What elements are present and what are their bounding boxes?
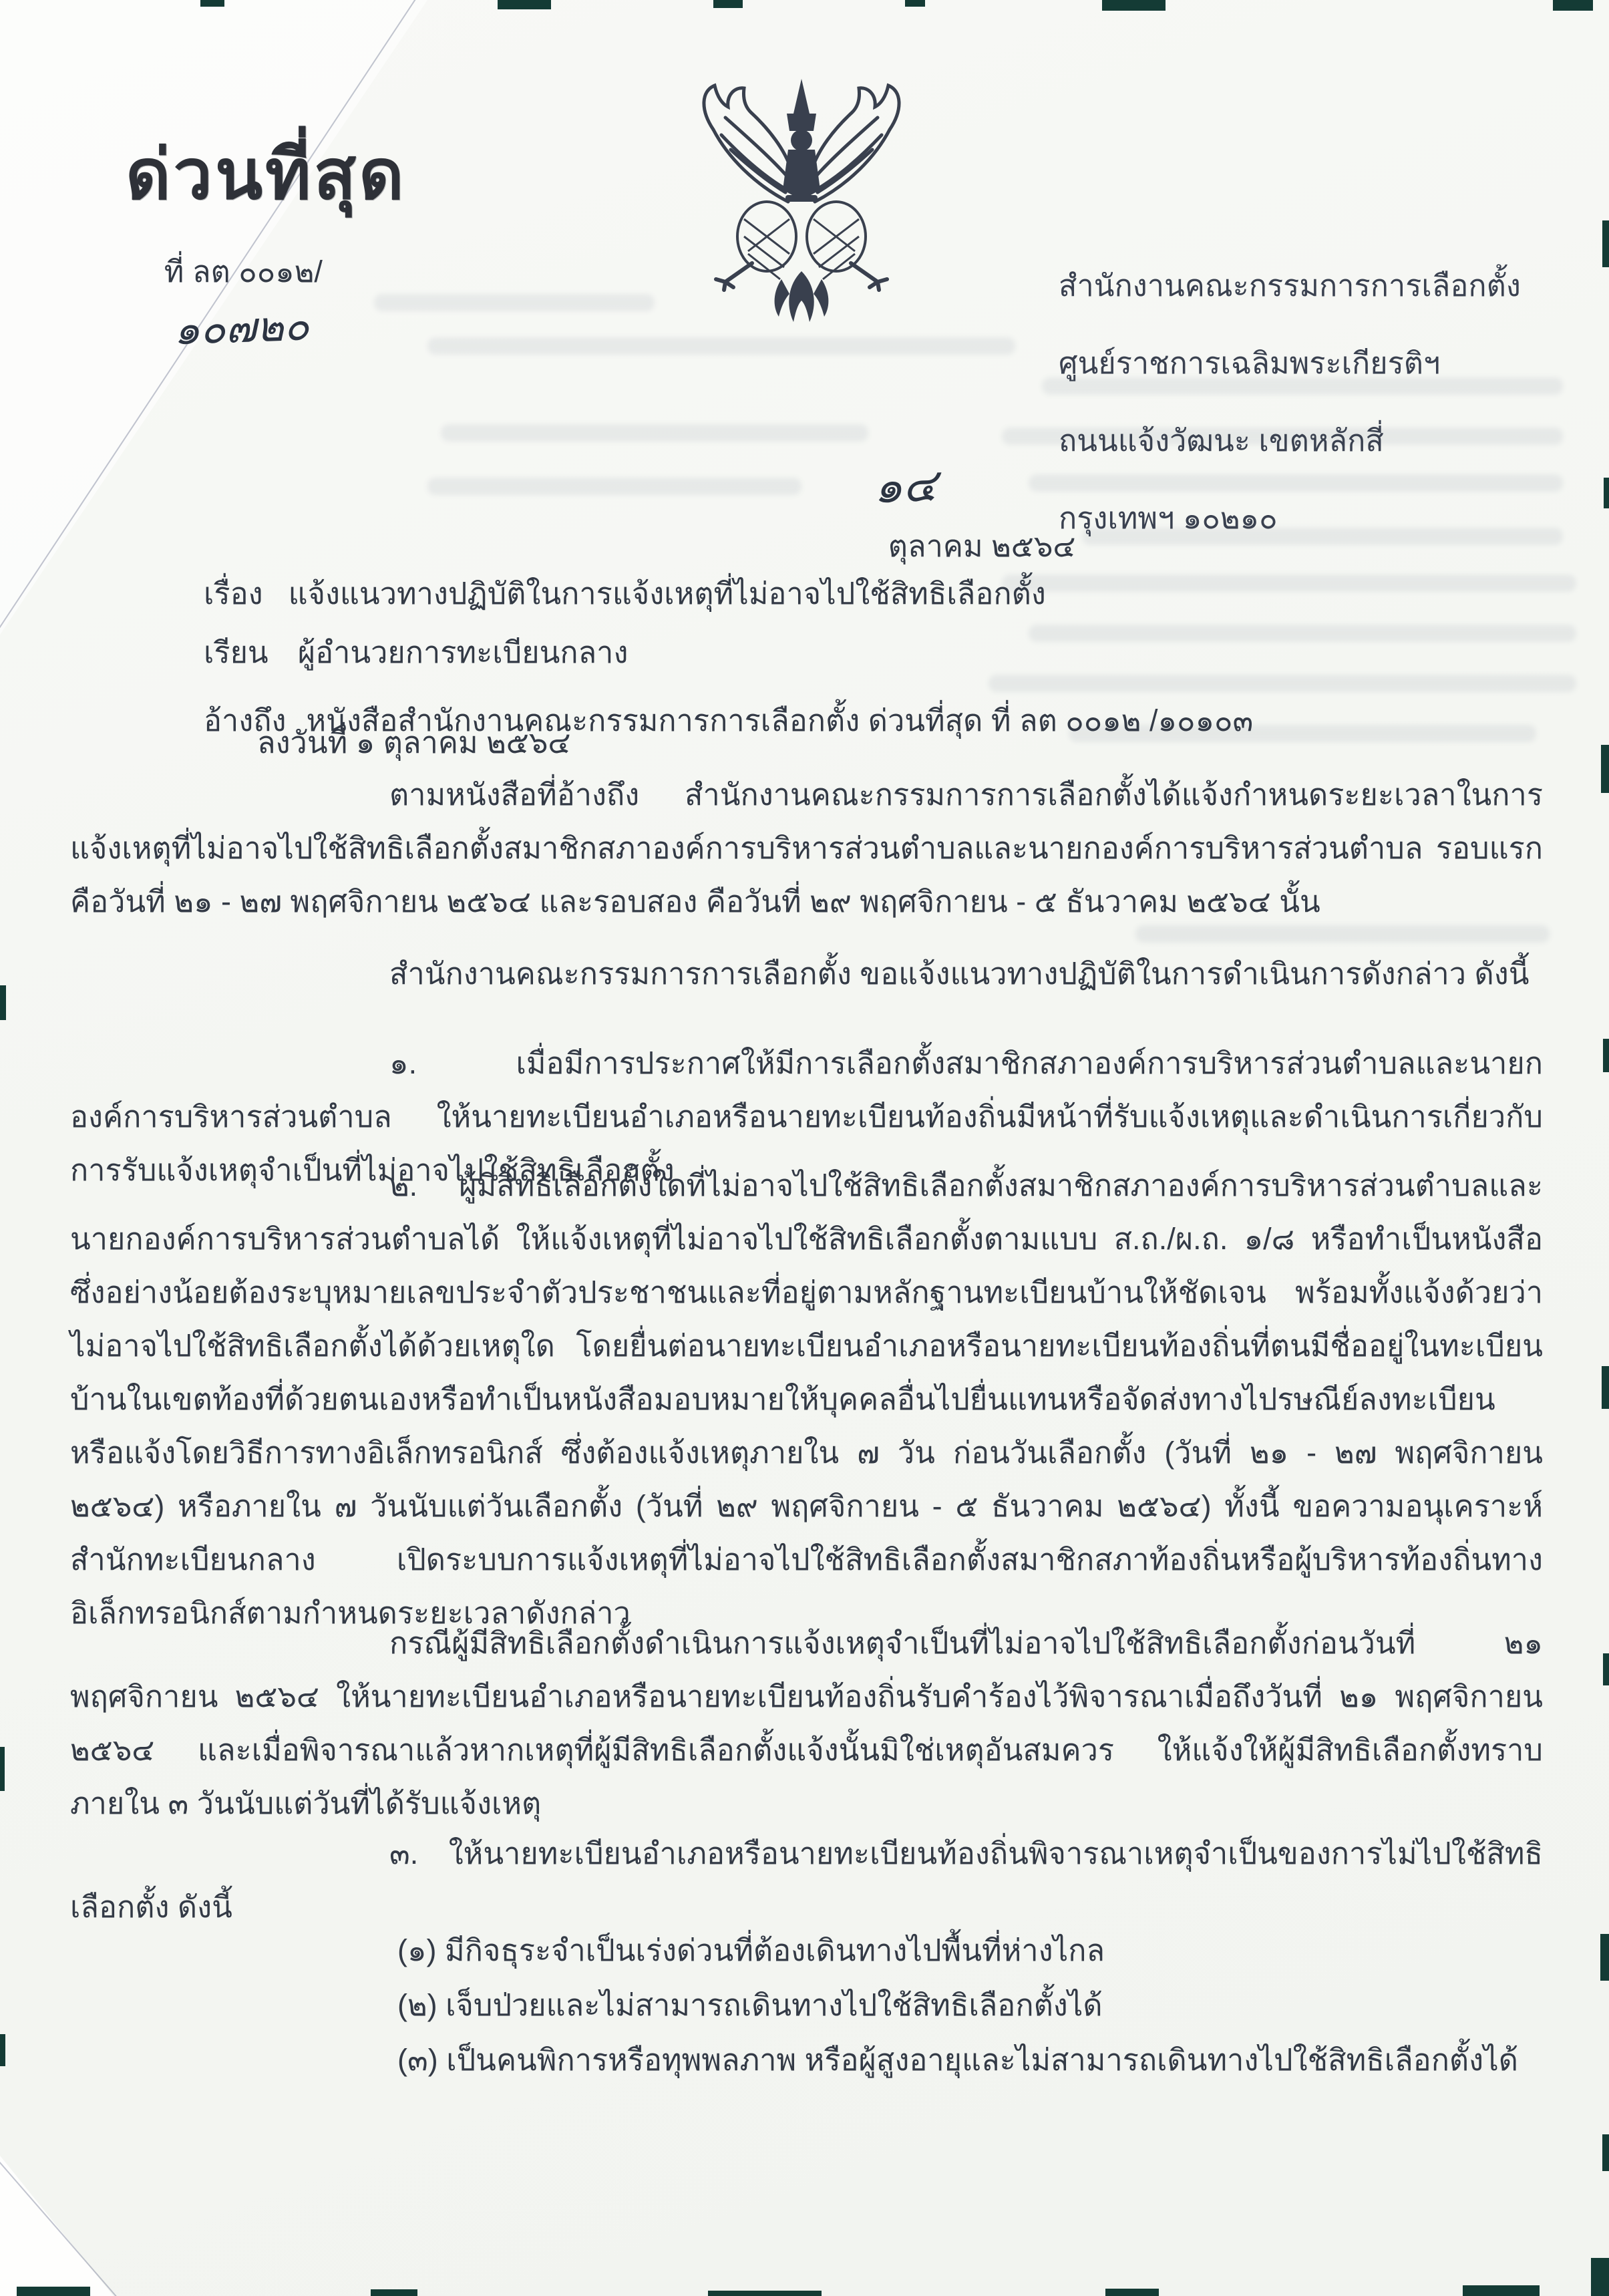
edge-artifact: [498, 0, 551, 9]
edge-artifact: [713, 0, 743, 8]
sender-line: ถนนแจ้งวัฒนะ เขตหลักสี่: [1059, 424, 1384, 458]
paragraph-case-before: กรณีผู้มีสิทธิเลือกตั้งดำเนินการแจ้งเหตุจำเป็นที่ไม่อาจไปใช้สิทธิเลือกตั้งก่อนวันที่ ๒๑ พฤศจิกายน ๒๕๖๔ ให้นายทะเบียนอำเภอหรือนายทะเบียนท้องถิ่นรับคำร้องไว้พิจารณาเมื่อถึงวันที่ ๒๑ พฤศจิกายน ๒๕๖๔ และเมื่อพิจารณาแล้วหากเหตุที่ผู้มีสิทธิเลือกตั้งแจ้งนั้นมิใช่เหตุอันสมควร ให้แจ้งให้ผู้มีสิทธิเลือกตั้งทราบภายใน ๓ วันนับแต่วันที่ได้รับแจ้งเหตุ: [70, 1626, 1552, 1820]
edge-artifact: [0, 985, 6, 1020]
sub-item-3: (๓) เป็นคนพิการหรือทุพพลภาพ หรือผู้สูงอายุและไม่สามารถเดินทางไปใช้สิทธิเลือกตั้งได้: [397, 2043, 1518, 2077]
edge-artifact: [1601, 745, 1609, 793]
sender-line: ศูนย์ราชการเฉลิมพระเกียรติฯ: [1059, 346, 1441, 380]
sub-item-1: (๑) มีกิจธุระจำเป็นเร่งด่วนที่ต้องเดินทางไปพื้นที่ห่างไกล: [397, 1933, 1105, 1967]
bleed-through-artifact: [427, 478, 801, 495]
edge-artifact: [1603, 1653, 1609, 1685]
urgency-stamp: ด่วนที่สุด: [126, 136, 407, 214]
edge-artifact: [1604, 478, 1609, 508]
bleed-through-artifact: [374, 294, 655, 311]
edge-artifact: [1591, 2258, 1609, 2296]
doc-number-label: ที่ ลต ๐๐๑๒/: [164, 255, 323, 289]
subject-text: แจ้งแนวทางปฏิบัติในการแจ้งเหตุที่ไม่อาจไปใช้สิทธิเลือกตั้ง: [288, 577, 1046, 611]
to-label: เรียน: [204, 635, 269, 669]
edge-artifact: [708, 2291, 822, 2296]
to-text: ผู้อำนวยการทะเบียนกลาง: [297, 635, 629, 669]
reference-label: อ้างถึง: [204, 703, 287, 737]
edge-artifact: [1603, 1039, 1609, 1072]
sub-item-2: (๒) เจ็บป่วยและไม่สามารถเดินทางไปใช้สิทธิเลือกตั้งได้: [397, 1988, 1103, 2022]
bleed-through-artifact: [1002, 575, 1576, 592]
subject-label: เรื่อง: [204, 577, 263, 611]
doc-number-line: [152, 235, 323, 373]
edge-artifact: [0, 2034, 5, 2066]
edge-artifact: [1600, 1934, 1609, 1981]
edge-artifact: [1463, 2285, 1540, 2296]
paragraph-item-1: ๑. เมื่อมีการประกาศให้มีการเลือกตั้งสมาชิกสภาองค์การบริหารส่วนตำบลและนายกองค์การบริหารส่วนตำบล ให้นายทะเบียนอำเภอหรือนายทะเบียนท้องถิ่นมีหน้าที่รับแจ้งเหตุและดำเนินการเกี่ยวกับการรับแจ้งเหตุจำเป็นที่ไม่อาจไปใช้สิทธิเลือกตั้ง: [70, 1046, 1543, 1187]
paragraph-announce: สำนักงานคณะกรรมการการเลือกตั้ง ขอแจ้งแนวทางปฏิบัติในการดำเนินการดังกล่าว ดังนี้: [389, 957, 1530, 991]
date-month-year: ตุลาคม ๒๕๖๔: [888, 529, 1076, 563]
edge-artifact: [200, 0, 224, 7]
reference-date-line: ลงวันที่ ๑ ตุลาคม ๒๕๖๔: [257, 725, 571, 760]
paragraph-intro: ตามหนังสือที่อ้างถึง สำนักงานคณะกรรมการการเลือกตั้งได้แจ้งกำหนดระยะเวลาในการแจ้งเหตุที่ไม่อาจไปใช้สิทธิเลือกตั้งสมาชิกสภาองค์การบริหารส่วนตำบลและนายกองค์การบริหารส่วนตำบล รอบแรก คือวันที่ ๒๑ - ๒๗ พฤศจิกายน ๒๕๖๔ และรอบสอง คือวันที่ ๒๙ พฤศจิกายน - ๕ ธันวาคม ๒๕๖๔ นั้น: [70, 778, 1552, 919]
bleed-through-artifact: [427, 337, 1015, 355]
edge-artifact: [1602, 220, 1609, 267]
sender-line: กรุงเทพฯ ๑๐๒๑๐: [1059, 501, 1278, 535]
edge-artifact: [1553, 0, 1593, 11]
doc-number-handwritten: ๑๐๗๒๐: [172, 303, 310, 354]
paragraph-item-3: ๓. ให้นายทะเบียนอำเภอหรือนายทะเบียนท้องถิ่นพิจารณาเหตุจำเป็นของการไม่ไปใช้สิทธิเลือกตั้ง ดังนี้: [70, 1836, 1543, 1924]
edge-artifact: [1602, 2134, 1609, 2171]
edge-artifact: [17, 2287, 90, 2296]
edge-artifact: [1602, 1366, 1609, 1409]
sender-address-block: [1059, 235, 1566, 569]
edge-artifact: [1102, 0, 1166, 11]
edge-artifact: [0, 1747, 5, 1791]
edge-artifact: [371, 2289, 417, 2296]
edge-artifact: [905, 0, 925, 7]
paragraph-item-2: ๒. ผู้มีสิทธิเลือกตั้งใดที่ไม่อาจไปใช้สิทธิเลือกตั้งสมาชิกสภาองค์การบริหารส่วนตำบลและนายกองค์การบริหารส่วนตำบลได้ ให้แจ้งเหตุที่ไม่อาจไปใช้สิทธิเลือกตั้งตามแบบ ส.ถ./ผ.ถ. ๑/๘ หรือทำเป็นหนังสือซึ่งอย่างน้อยต้องระบุหมายเลขประจำตัวประชาชนและที่อยู่ตามหลักฐานทะเบียนบ้านให้ชัดเจน พร้อมทั้งแจ้งด้วยว่าไม่อาจไปใช้สิทธิเลือกตั้งได้ด้วยเหตุใด โดยยื่นต่อนายทะเบียนอำเภอหรือนายทะเบียนท้องถิ่นที่ตนมีชื่ออยู่ในทะเบียนบ้านในเขตท้องที่ด้วยตนเองหรือทำเป็นหนังสือมอบหมายให้บุคคลอื่นไปยื่นแทนหรือจัดส่งทางไปรษณีย์ลงทะเบียน หรือแจ้งโดยวิธีการทางอิเล็กทรอนิกส์ ซึ่งต้องแจ้งเหตุภายใน ๗ วัน ก่อนวันเลือกตั้ง (วันที่ ๒๑ - ๒๗ พฤศจิกายน ๒๕๖๔) หรือภายใน ๗ วันนับแต่วันเลือกตั้ง (วันที่ ๒๙ พฤศจิกายน - ๕ ธันวาคม ๒๕๖๔) ทั้งนี้ ขอความอนุเคราะห์สำนักทะเบียนกลาง เปิดระบบการแจ้งเหตุที่ไม่อาจไปใช้สิทธิเลือกตั้งสมาชิกสภาท้องถิ่นหรือผู้บริหารท้องถิ่นทางอิเล็กทรอนิกส์ตามกำหนดระยะเวลาดังกล่าว: [70, 1168, 1552, 1630]
date-day-handwritten: ๑๔: [872, 460, 938, 513]
bleed-through-artifact: [441, 424, 868, 442]
bleed-through-artifact: [1029, 625, 1576, 642]
edge-artifact: [1105, 2289, 1159, 2296]
reference-text: หนังสือสำนักงานคณะกรรมการการเลือกตั้ง ด่วนที่สุด ที่ ลต ๐๐๑๒ /๑๐๑๐๓: [306, 703, 1254, 737]
sender-line: สำนักงานคณะกรรมการการเลือกตั้ง: [1059, 269, 1521, 303]
garuda-emblem-icon: [688, 47, 915, 314]
